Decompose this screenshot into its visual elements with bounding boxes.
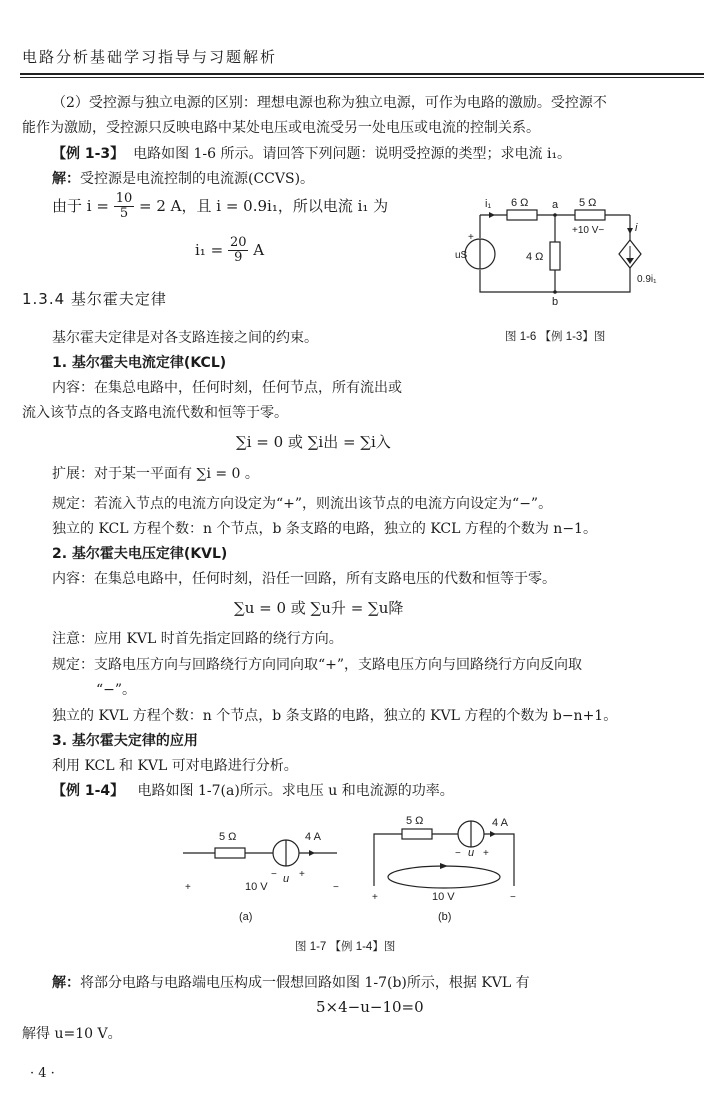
label-plus: + [299, 869, 305, 880]
label-terminal-minus: − [510, 892, 516, 903]
node-a-dot [553, 213, 557, 217]
example-1-3 [52, 143, 571, 163]
label-minus: − [271, 869, 277, 880]
fraction-num: 20 [229, 235, 247, 250]
result-line: 解得 u=10 V。 [22, 1026, 122, 1042]
resistor-5-ohm [575, 210, 605, 220]
example-label: 【例 1-4】 [52, 783, 125, 799]
label-10v: 10 V [432, 891, 455, 903]
loop-ellipse [388, 866, 500, 888]
label-5-ohm: 5 Ω [406, 815, 424, 827]
label-us: uS [455, 250, 468, 261]
solution-text: 将部分电路与电路端电压构成一假想回路如图 1-7(b)所示，根据 KVL 有 [80, 975, 530, 991]
label-5-ohm: 5 Ω [579, 197, 597, 209]
example-1-4 [52, 780, 454, 800]
label-b: (b) [438, 911, 452, 923]
solution-label: 解： [52, 975, 80, 991]
label-6-ohm: 6 Ω [511, 197, 529, 209]
kirchhoff-intro: 基尔霍夫定律是对各支路连接之间的约束。 [52, 330, 318, 346]
label-5-ohm: 5 Ω [219, 831, 237, 843]
label-i: i [635, 222, 638, 234]
i1-unit: A [253, 240, 265, 259]
kvl-note: 注意：应用 KVL 时首先指定回路的绕行方向。 [52, 631, 343, 647]
kcl-content-2: 流入该节点的各支路电流代数和恒等于零。 [22, 405, 288, 421]
running-header: 电路分析基础学习指导与习题解析 [22, 48, 278, 66]
label-4-ohm: 4 Ω [526, 251, 544, 263]
figure-1-6-caption: 图 1-6 【例 1-3】图 [505, 331, 606, 343]
kvl-count: 独立的 KVL 方程个数：n 个节点，b 条支路的电路，独立的 KVL 方程的个数为 b−n+1。 [52, 708, 618, 724]
label-10v: +10 V− [572, 225, 605, 236]
section-title: 1.3.4 基尔霍夫定律 [22, 290, 167, 308]
since-post: = 2 A，且 i = 0.9i₁，所以电流 i₁ 为 [139, 196, 389, 215]
fraction-20-9 [228, 236, 249, 266]
kvl-formula: ∑u = 0 或 ∑u升 = ∑u降 [234, 599, 404, 617]
kvl-content: 内容：在集总电路中，任何时刻，沿任一回路，所有支路电压的代数和恒等于零。 [52, 571, 556, 587]
label-terminal-plus: + [185, 882, 191, 893]
label-4a: 4 A [492, 817, 508, 829]
app-text: 利用 KCL 和 KVL 可对电路进行分析。 [52, 758, 298, 774]
kcl-rule: 规定：若流入节点的电流方向设定为“+”，则流出该节点的电流方向设定为“−”。 [52, 496, 553, 512]
label-10v: 10 V [245, 881, 268, 893]
kcl-count: 独立的 KCL 方程个数：n 个节点，b 条支路的电路，独立的 KCL 方程的个数为 n−1。 [52, 521, 597, 537]
label-terminal-minus: − [333, 882, 339, 893]
kcl-extension: 扩展：对于某一平面有 ∑i = 0 。 [52, 466, 259, 482]
label-u: u [283, 873, 290, 885]
header-rule-thin [20, 77, 704, 78]
label-terminal-plus: + [372, 892, 378, 903]
label-plus: + [483, 848, 489, 859]
since-line [52, 192, 388, 222]
figure-1-7-caption: 图 1-7 【例 1-4】图 [295, 941, 396, 953]
label-4a: 4 A [305, 831, 321, 843]
since-pre: 由于 i = [52, 196, 109, 215]
paragraph-source-diff-2: 能作为激励，受控源只反映电路中某处电压或电流受另一处电压或电流的控制关系。 [22, 120, 540, 136]
example-text: 电路如图 1-6 所示。请回答下列问题：说明受控源的类型；求电流 i₁。 [133, 146, 572, 162]
header-rule-thick [20, 73, 704, 75]
label-plus: + [468, 232, 474, 243]
current-arrow-icon [309, 850, 315, 856]
label-dependent: 0.9i₁ [637, 274, 657, 285]
fraction-den: 9 [234, 250, 243, 266]
figure-1-6-circuit [455, 190, 705, 315]
page-number: · 4 · [30, 1066, 55, 1081]
kcl-title: 1. 基尔霍夫电流定律(KCL) [52, 355, 227, 371]
label-u: u [468, 847, 475, 859]
paragraph-source-diff-1: （2）受控源与独立电源的区别：理想电源也称为独立电源，可作为电路的激励。受控源不 [52, 95, 607, 111]
app-title: 3. 基尔霍夫定律的应用 [52, 733, 198, 749]
node-b-dot [553, 290, 557, 294]
i1-result [195, 236, 264, 266]
kvl-rule-1: 规定：支路电压方向与回路绕行方向同向取“+”，支路电压方向与回路绕行方向反向取 [52, 657, 583, 673]
kvl-equation: 5×4−u−10=0 [316, 998, 424, 1016]
figure-1-7a-circuit [175, 820, 355, 930]
i1-arrow-icon [489, 212, 495, 218]
resistor-4-ohm [550, 242, 560, 270]
solution-1-4 [52, 972, 530, 992]
loop-direction-arrow-icon [440, 863, 448, 869]
resistor-5-ohm [402, 829, 432, 839]
label-i1: i₁ [485, 198, 492, 210]
solution-1-3 [52, 168, 314, 188]
fraction-den: 5 [119, 206, 129, 222]
label-node-b: b [552, 296, 559, 308]
kvl-title: 2. 基尔霍夫电压定律(KVL) [52, 546, 228, 562]
kcl-content-1: 内容：在集总电路中，任何时刻，任何节点，所有流出或 [52, 380, 402, 396]
circuit-wires [374, 834, 514, 886]
current-arrow-icon [490, 831, 496, 837]
i1-pre: i₁ = [195, 240, 224, 259]
fraction-10-5 [114, 192, 135, 222]
label-a: (a) [239, 911, 253, 923]
fraction-num: 10 [115, 191, 133, 206]
resistor-6-ohm [507, 210, 537, 220]
solution-text: 受控源是电流控制的电流源(CCVS)。 [80, 171, 315, 187]
example-label: 【例 1-3】 [52, 146, 125, 162]
kcl-formula: ∑i = 0 或 ∑i出 = ∑i入 [236, 433, 391, 451]
label-node-a: a [552, 199, 559, 211]
resistor-5-ohm [215, 848, 245, 858]
i-arrow-icon [627, 228, 633, 234]
figure-1-7b-circuit [362, 812, 532, 930]
example-text: 电路如图 1-7(a)所示。求电压 u 和电流源的功率。 [137, 783, 454, 799]
solution-label: 解： [52, 171, 80, 187]
label-minus: − [455, 848, 461, 859]
kvl-rule-2: “−”。 [96, 682, 137, 698]
